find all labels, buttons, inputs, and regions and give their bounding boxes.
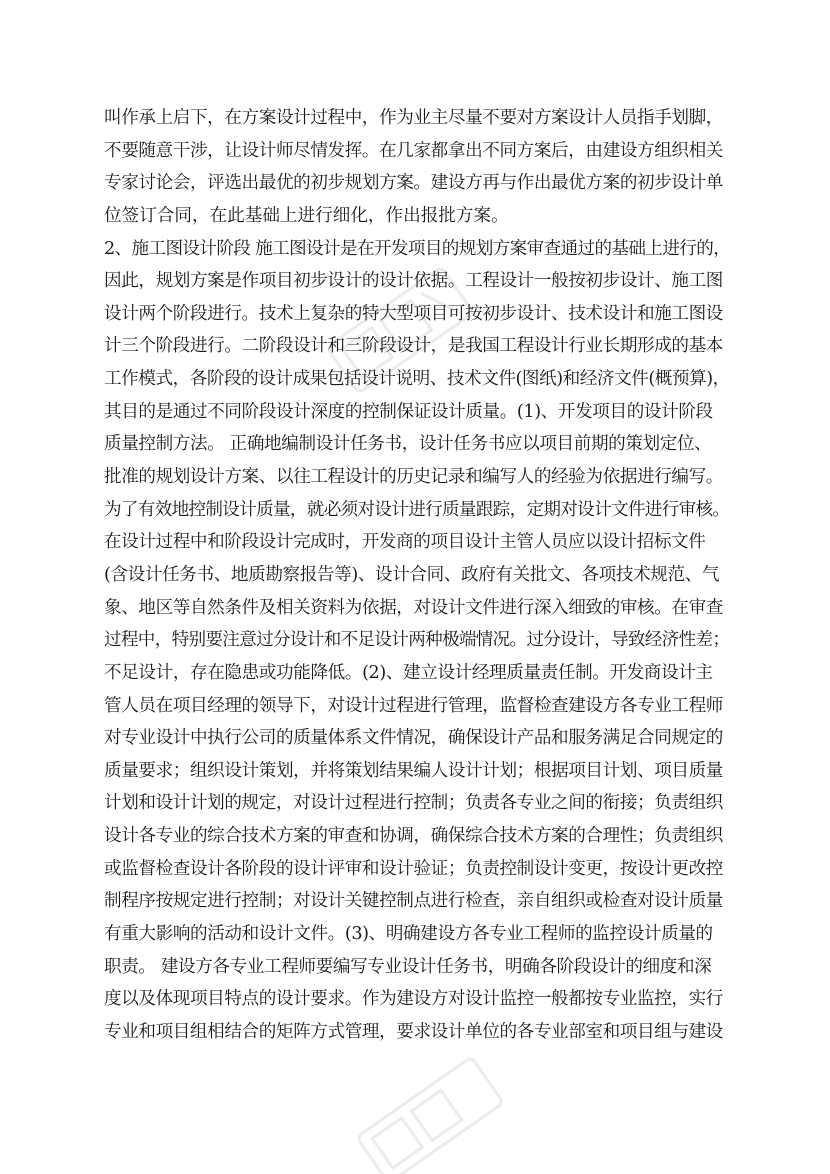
text-line: 设计两个阶段进行。技术上复杂的特大型项目可按初步设计、技术设计和施工图设	[104, 303, 723, 324]
text-line: 或监督检查设计各阶段的设计评审和设计验证；负责控制设计变更，按设计更改控	[104, 858, 723, 879]
text-line: 在设计过程中和阶段设计完成时，开发商的项目设计主管人员应以设计招标文件	[104, 532, 706, 553]
document-body	[104, 102, 744, 1049]
text-line: 质量要求；组织设计策划，并将策划结果编人设计计划；根据项目计划、项目质量	[104, 760, 723, 781]
text-line: 不要随意干涉，让设计师尽情发挥。在几家都拿出不同方案后，由建设方组织相关	[104, 140, 723, 161]
text-line: 设计各专业的综合技术方案的审查和协调，确保综合技术方案的合理性；负责组织	[104, 826, 723, 847]
text-line: 度以及体现项目特点的设计要求。作为建设方对设计监控一般都按专业监控，实行	[104, 989, 723, 1010]
text-line: 2、施工图设计阶段 施工图设计是在开发项目的规划方案审查通过的基础上进行的，	[104, 238, 731, 259]
text-line: 有重大影响的活动和设计文件。(3)、明确建设方各专业工程师的监控设计质量的	[104, 924, 713, 945]
text-line: 因此，规划方案是作项目初步设计的设计依据。工程设计一般按初步设计、施工图	[104, 271, 723, 292]
text-line: 工作模式，各阶段的设计成果包括设计说明、技术文件(图纸)和经济文件(概预算)，	[104, 369, 730, 390]
text-line: 对专业设计中执行公司的质量体系文件情况，确保设计产品和服务满足合同规定的	[104, 728, 723, 749]
text-line: 专家讨论会，评选出最优的初步规划方案。建设方再与作出最优方案的初步设计单	[104, 173, 723, 194]
text-line: 其目的是通过不同阶段设计深度的控制保证设计质量。(1)、开发项目的设计阶段	[104, 401, 713, 422]
text-line: 过程中，特别要注意过分设计和不足设计两种极端情况。过分设计，导致经济性差；	[104, 630, 730, 651]
text-line: 专业和项目组相结合的矩阵方式管理，要求设计单位的各专业部室和项目组与建设	[104, 1021, 723, 1042]
text-line: 计划和设计计划的规定，对设计过程进行控制；负责各专业之间的衔接；负责组织	[104, 793, 723, 814]
text-line: 职责。 建设方各专业工程师要编写专业设计任务书，明确各阶段设计的细度和深	[104, 956, 712, 977]
text-line: 批准的规划设计方案、以往工程设计的历史记录和编写人的经验为依据进行编写。	[104, 467, 723, 488]
text-line: 位签订合同，在此基础上进行细化，作出报批方案。	[104, 205, 509, 226]
text-line: 管人员在项目经理的领导下，对设计过程进行管理，监督检查建设方各专业工程师	[104, 695, 723, 716]
text-line: 叫作承上启下，在方案设计过程中，作为业主尽量不要对方案设计人员指手划脚，	[104, 108, 723, 128]
text-line: 质量控制方法。 正确地编制设计任务书，设计任务书应以项目前期的策划定位、	[104, 434, 712, 455]
text-line: 计三个阶段进行。二阶段设计和三阶段设计，是我国工程设计行业长期形成的基本	[104, 336, 723, 357]
text-line: (含设计任务书、地质勘察报告等)、设计合同、政府有关批文、各项技术规范、气	[104, 564, 720, 585]
text-line: 不足设计，存在隐患或功能降低。(2)、建立设计经理质量责任制。开发商设计主	[104, 662, 713, 683]
text-line: 象、地区等自然条件及相关资料为依据，对设计文件进行深入细致的审核。在审查	[104, 597, 723, 618]
text-line: 制程序按规定进行控制；对设计关键控制点进行检查，亲自组织或检查对设计质量	[104, 891, 723, 912]
text-line: 为了有效地控制设计质量，就必须对设计进行质量跟踪，定期对设计文件进行审核。	[104, 499, 730, 520]
